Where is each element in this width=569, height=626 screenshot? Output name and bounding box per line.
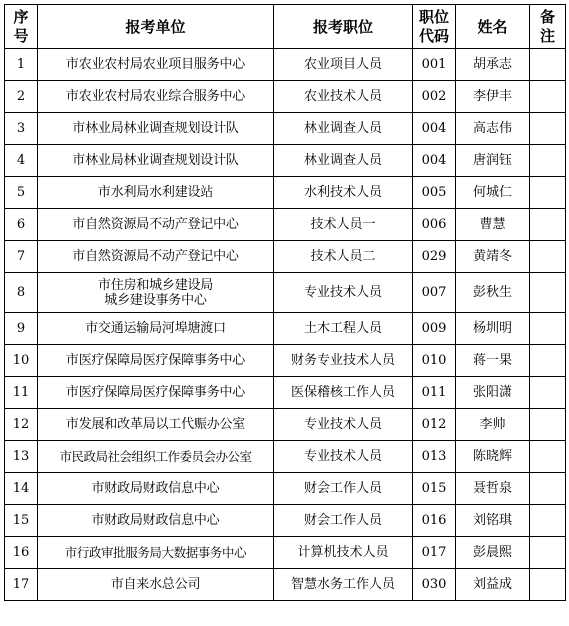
cell-remark	[530, 177, 566, 209]
cell-name: 李伊丰	[456, 81, 530, 113]
cell-position: 专业技术人员	[274, 273, 413, 313]
cell-name: 唐润钰	[456, 145, 530, 177]
cell-seq: 14	[5, 473, 38, 505]
cell-code: 016	[413, 505, 456, 537]
cell-remark	[530, 345, 566, 377]
table-row	[5, 377, 566, 409]
cell-code: 006	[413, 209, 456, 241]
cell-position: 技术人员二	[274, 241, 413, 273]
cell-code: 004	[413, 145, 456, 177]
cell-name: 何城仁	[456, 177, 530, 209]
cell-code: 029	[413, 241, 456, 273]
cell-position: 技术人员一	[274, 209, 413, 241]
cell-name: 彭秋生	[456, 273, 530, 313]
cell-seq: 5	[5, 177, 38, 209]
cell-seq: 17	[5, 569, 38, 601]
cell-unit: 市行政审批服务局大数据事务中心	[38, 537, 274, 569]
cell-unit-line1: 市住房和城乡建设局	[97, 277, 214, 293]
table-row	[5, 209, 566, 241]
cell-remark	[530, 473, 566, 505]
cell-position: 医保稽核工作人员	[274, 377, 413, 409]
cell-name: 蒋一果	[456, 345, 530, 377]
cell-position: 智慧水务工作人员	[274, 569, 413, 601]
cell-name: 杨圳明	[456, 313, 530, 345]
cell-position: 财会工作人员	[274, 505, 413, 537]
cell-remark	[530, 569, 566, 601]
cell-name: 胡承志	[456, 49, 530, 81]
cell-unit: 市财政局财政信息中心	[38, 473, 274, 505]
cell-code: 015	[413, 473, 456, 505]
cell-remark	[530, 209, 566, 241]
cell-unit: 市林业局林业调查规划设计队	[38, 145, 274, 177]
cell-seq: 2	[5, 81, 38, 113]
cell-remark	[530, 537, 566, 569]
cell-position: 专业技术人员	[274, 409, 413, 441]
candidate-table	[4, 4, 566, 601]
table-row	[5, 177, 566, 209]
header-code: 职位代码	[413, 5, 456, 49]
cell-position: 土木工程人员	[274, 313, 413, 345]
cell-position: 林业调查人员	[274, 145, 413, 177]
cell-unit: 市财政局财政信息中心	[38, 505, 274, 537]
cell-remark	[530, 241, 566, 273]
cell-name: 聂哲泉	[456, 473, 530, 505]
cell-seq: 4	[5, 145, 38, 177]
cell-seq: 13	[5, 441, 38, 473]
cell-remark	[530, 441, 566, 473]
cell-code: 013	[413, 441, 456, 473]
cell-unit: 市农业农村局农业综合服务中心	[38, 81, 274, 113]
cell-unit: 市自然资源局不动产登记中心	[38, 209, 274, 241]
cell-unit: 市医疗保障局医疗保障事务中心	[38, 345, 274, 377]
table-row	[5, 313, 566, 345]
cell-seq: 10	[5, 345, 38, 377]
cell-position: 水利技术人员	[274, 177, 413, 209]
cell-name: 曹慧	[456, 209, 530, 241]
cell-code: 001	[413, 49, 456, 81]
cell-code: 010	[413, 345, 456, 377]
table-row	[5, 505, 566, 537]
cell-unit: 市医疗保障局医疗保障事务中心	[38, 377, 274, 409]
cell-remark	[530, 113, 566, 145]
table-row	[5, 273, 566, 313]
cell-unit	[38, 273, 274, 313]
cell-name: 张阳潇	[456, 377, 530, 409]
cell-unit: 市民政局社会组织工作委员会办公室	[38, 441, 274, 473]
cell-code: 004	[413, 113, 456, 145]
cell-unit: 市交通运输局河埠塘渡口	[38, 313, 274, 345]
cell-seq: 6	[5, 209, 38, 241]
table-row	[5, 145, 566, 177]
cell-seq: 8	[5, 273, 38, 313]
cell-name: 刘铭琪	[456, 505, 530, 537]
cell-position: 专业技术人员	[274, 441, 413, 473]
cell-unit: 市自来水总公司	[38, 569, 274, 601]
cell-code: 011	[413, 377, 456, 409]
cell-unit: 市自然资源局不动产登记中心	[38, 241, 274, 273]
header-remark: 备注	[530, 5, 566, 49]
header-row	[5, 5, 566, 49]
cell-name: 黄靖冬	[456, 241, 530, 273]
cell-unit: 市农业农村局农业项目服务中心	[38, 49, 274, 81]
cell-code: 030	[413, 569, 456, 601]
cell-name: 李帅	[456, 409, 530, 441]
cell-seq: 1	[5, 49, 38, 81]
cell-position: 财务专业技术人员	[274, 345, 413, 377]
cell-remark	[530, 145, 566, 177]
cell-remark	[530, 377, 566, 409]
cell-remark	[530, 409, 566, 441]
cell-position: 农业项目人员	[274, 49, 413, 81]
cell-code: 009	[413, 313, 456, 345]
table-row	[5, 49, 566, 81]
cell-position: 财会工作人员	[274, 473, 413, 505]
header-name: 姓名	[456, 5, 530, 49]
header-unit: 报考单位	[38, 5, 274, 49]
cell-unit: 市林业局林业调查规划设计队	[38, 113, 274, 145]
cell-code: 017	[413, 537, 456, 569]
cell-remark	[530, 505, 566, 537]
table-row	[5, 473, 566, 505]
cell-seq: 12	[5, 409, 38, 441]
table-row	[5, 113, 566, 145]
table-row	[5, 345, 566, 377]
header-position: 报考职位	[274, 5, 413, 49]
cell-code: 007	[413, 273, 456, 313]
cell-remark	[530, 49, 566, 81]
cell-name: 彭晨熙	[456, 537, 530, 569]
table-row	[5, 441, 566, 473]
cell-code: 012	[413, 409, 456, 441]
cell-position: 农业技术人员	[274, 81, 413, 113]
cell-position: 林业调查人员	[274, 113, 413, 145]
cell-name: 高志伟	[456, 113, 530, 145]
table-row	[5, 409, 566, 441]
cell-name: 陈晓辉	[456, 441, 530, 473]
table-row	[5, 81, 566, 113]
cell-name: 刘益成	[456, 569, 530, 601]
cell-code: 005	[413, 177, 456, 209]
cell-code: 002	[413, 81, 456, 113]
cell-remark	[530, 81, 566, 113]
cell-seq: 9	[5, 313, 38, 345]
cell-remark	[530, 313, 566, 345]
cell-seq: 15	[5, 505, 38, 537]
table-row	[5, 241, 566, 273]
cell-position: 计算机技术人员	[274, 537, 413, 569]
table-row	[5, 537, 566, 569]
cell-unit: 市水利局水利建设站	[38, 177, 274, 209]
cell-unit-line2: 城乡建设事务中心	[104, 292, 207, 308]
cell-remark	[530, 273, 566, 313]
cell-unit: 市发展和改革局以工代赈办公室	[38, 409, 274, 441]
table-row	[5, 569, 566, 601]
cell-seq: 11	[5, 377, 38, 409]
cell-seq: 16	[5, 537, 38, 569]
header-seq: 序号	[5, 5, 38, 49]
cell-seq: 7	[5, 241, 38, 273]
cell-seq: 3	[5, 113, 38, 145]
